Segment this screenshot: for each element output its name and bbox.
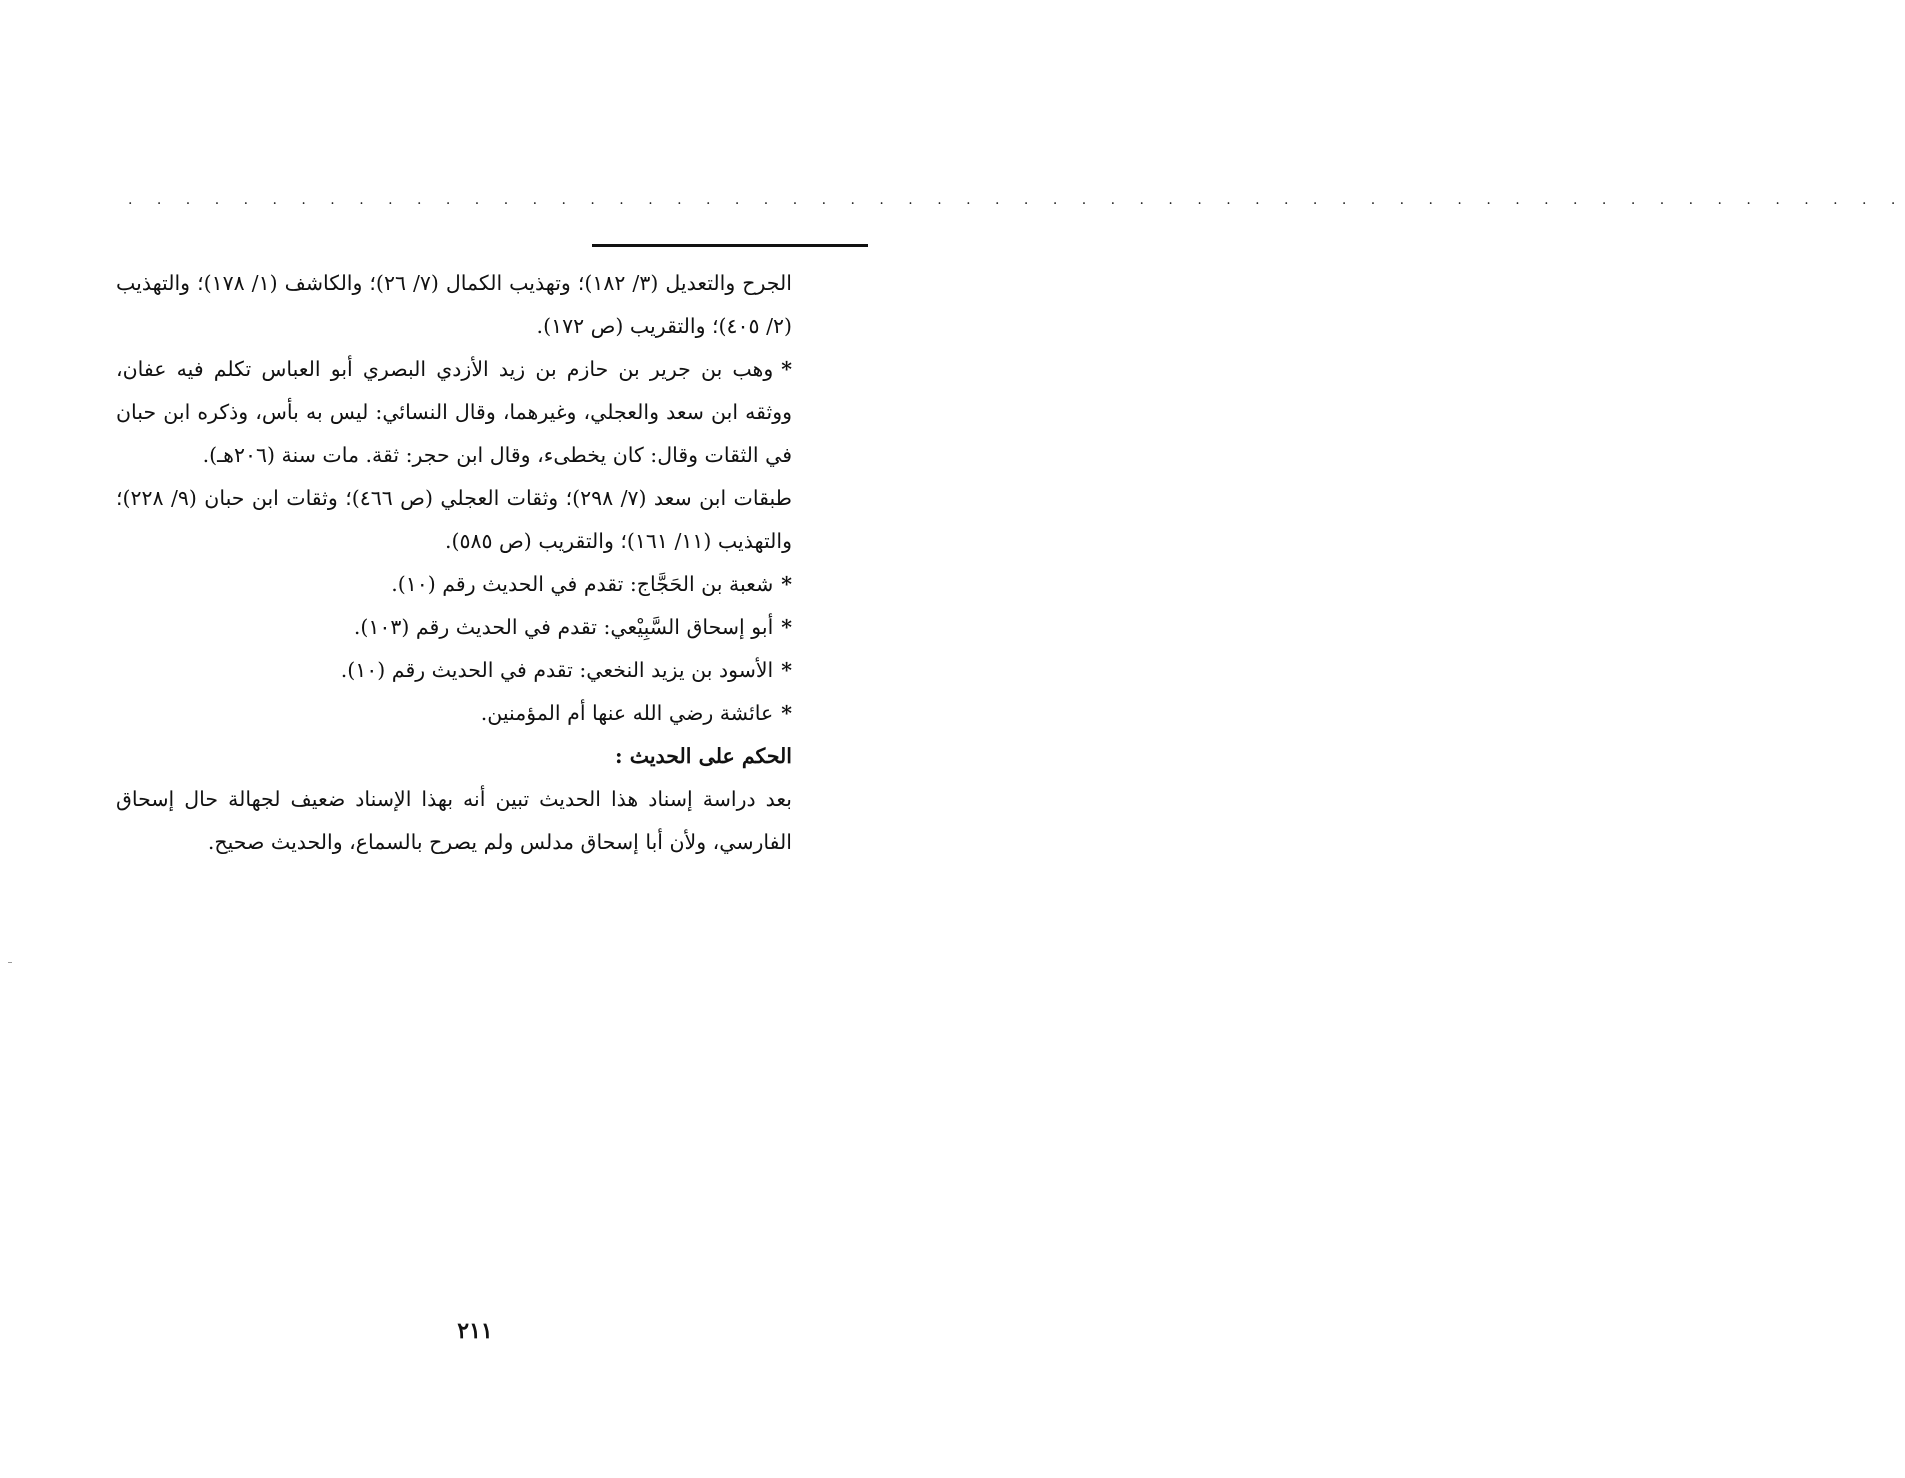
bullet-marker: *	[781, 658, 792, 682]
narrator-entry-abu-ishaq	[116, 606, 792, 649]
narrator-entry-aisha	[116, 692, 792, 735]
main-text	[116, 262, 792, 864]
narrator-entry-aswad	[116, 649, 792, 692]
bullet-marker: *	[781, 572, 792, 596]
narrator-text: الأسود بن يزيد النخعي: تقدم في الحديث رقم (١٠).	[340, 658, 774, 682]
margin-mark	[8, 962, 12, 963]
page-number: ٢١١	[457, 1318, 493, 1344]
narrator-entry-wahb	[116, 348, 792, 477]
narrator-text: أبو إسحاق السَّبِيْعي: تقدم في الحديث رقم (١٠٣).	[353, 615, 774, 639]
bullet-marker: *	[781, 615, 792, 639]
ruling-text: بعد دراسة إسناد هذا الحديث تبين أنه بهذا الإسناد ضعيف لجهالة حال إسحاق الفارسي، ولأن أبا إسحاق مدلس ولم يصرح بالسماع، والحديث صحيح.	[116, 787, 792, 854]
narrator-text: وهب بن جرير بن حازم بن زيد الأزدي البصري أبو العباس تكلم فيه عفان، ووثقه ابن سعد والعجلي، وغيرهما، وقال النسائي: ليس به بأس، وذكره ابن حبان في الثقات وقال: كان يخطىء، وقال ابن حجر: ثقة. مات سنة (٢٠٦هـ).	[116, 357, 792, 467]
narrator-entry-shuba	[116, 563, 792, 606]
dotted-separator: . . . . . . . . . . . . . . . . . . . . . . . . . . . . . . . . . . . . . . . . . . . . . . . . . . . . . . . . . . . . . .	[128, 192, 1905, 208]
narrator-text: شعبة بن الحَجَّاج: تقدم في الحديث رقم (١٠).	[391, 572, 774, 596]
footnote-references: الجرح والتعديل (٣/ ١٨٢)؛ وتهذيب الكمال (٧/ ٢٦)؛ والكاشف (١/ ١٧٨)؛ والتهذيب (٢/ ٤٠٥)؛ والتقريب (ص ١٧٢).	[116, 271, 792, 338]
footnote-rule	[592, 244, 868, 247]
narrator-text: عائشة رضي الله عنها أم المؤمنين.	[480, 701, 774, 725]
bullet-marker: *	[781, 357, 792, 381]
ruling-heading: الحكم على الحديث :	[615, 744, 792, 768]
sources-wahb: طبقات ابن سعد (٧/ ٢٩٨)؛ وثقات العجلي (ص ٤٦٦)؛ وثقات ابن حبان (٩/ ٢٢٨)؛ والتهذيب (١١/ ١٦١)؛ والتقريب (ص ٥٨٥).	[116, 486, 792, 553]
bullet-marker: *	[781, 701, 792, 725]
